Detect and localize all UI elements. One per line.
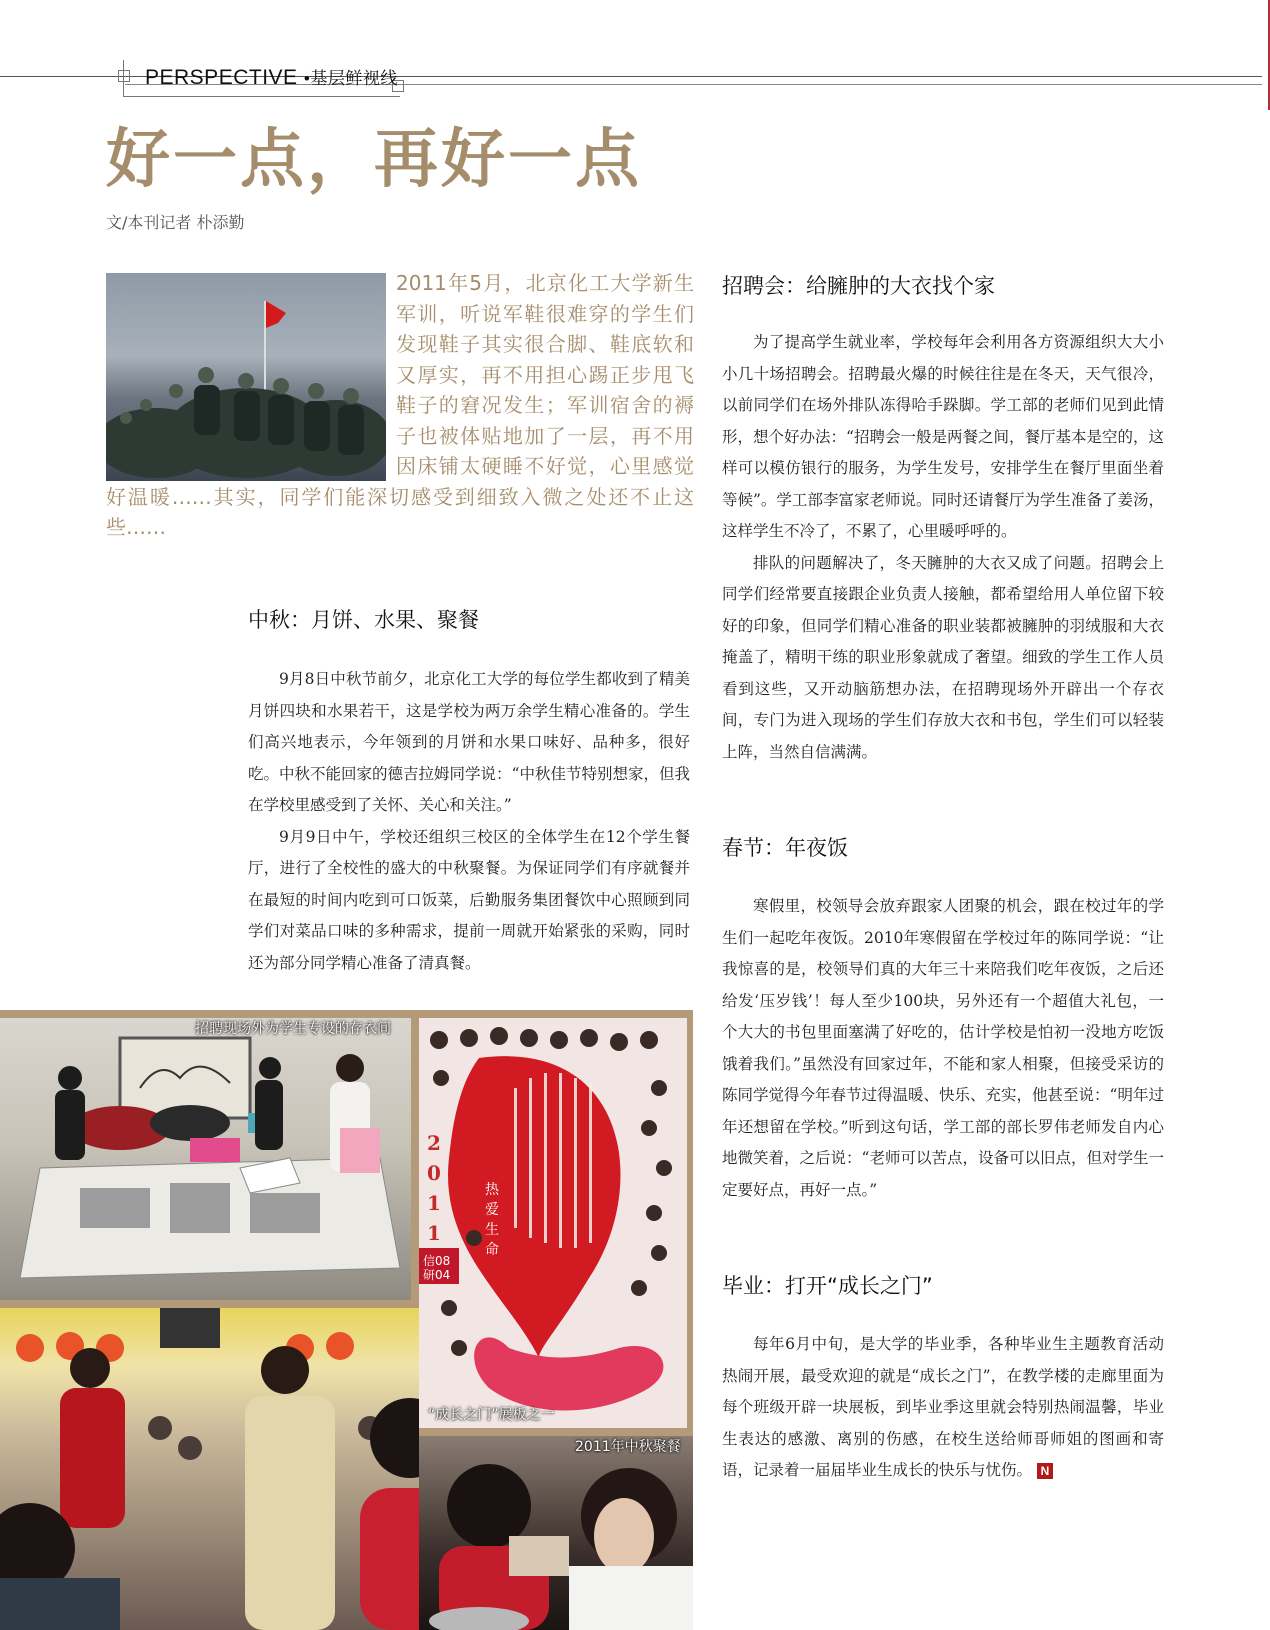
lead-text: 2011年5月，北京化工大学新生军训，听说军鞋很难穿的学生们发现鞋子其实很合脚、鞋底软和又厚实，再不用担心踢正步甩飞鞋子的窘况发生；军训宿舍的褥子也被体贴地加了一层，再不用因床铺太硬睡不好觉，心里感觉好温暖……其实，同学们能深切感受到细致入微之处还不止这些…… [106, 271, 694, 539]
paragraph: 9月9日中午，学校还组织三校区的全体学生在12个学生餐厅，进行了全校性的盛大的中秋聚餐。为保证同学们有序就餐并在最短的时间内吃到可口饭菜，后勤服务集团餐饮中心照顾到同学们对菜品口味的多种需求，提前一周就开始紧张的采购，同时还为部分同学精心准备了清真餐。 [248, 827, 690, 972]
paragraph-text: 每年6月中旬，是大学的毕业季，各种毕业生主题教育活动热闹开展，最受欢迎的就是“成长之门”，在教学楼的走廊里面为每个班级开辟一块展板，到毕业季这里就会特别热闹温馨，毕业生表达的感激、离别的伤感，在校生送给师哥师姐的图画和寄语，记录着一届届毕业生成长的快乐与忧伤。 [722, 1335, 1164, 1479]
growth-door-poster [419, 1018, 687, 1428]
heading-job-fair: 招聘会：给臃肿的大衣找个家 [722, 274, 995, 298]
graduation-body [722, 1329, 1164, 1487]
section-subtitle: •基层鲜视线 [303, 69, 398, 88]
article-lead [106, 268, 694, 543]
paragraph: 为了提高学生就业率，学校每年会利用各方资源组织大大小小几十场招聘会。招聘最火爆的时候往往是在冬天，天气很冷，以前同学们在场外排队冻得哈手跺脚。学工部的老师们见到此情形，想个好办法：“招聘会一般是两餐之间，餐厅基本是空的，这样可以模仿银行的服务，为学生发号，安排学生在餐厅里面坐着等候”。学工部李富家老师说。同时还请餐厅为学生准备了姜汤，这样学生不冷了，不累了，心里暖呼呼的。 [722, 333, 1164, 540]
paragraph: 寒假里，校领导会放弃跟家人团聚的机会，跟在校过年的学生们一起吃年夜饭。2010年寒假留在学校过年的陈同学说：“让我惊喜的是，校领导们真的大年三十来陪我们吃年夜饭，之后还给发‘压岁钱’！每人至少100块，另外还有一个超值大礼包，一个大大的书包里面塞满了好吃的，估计学校是怕初一没地方吃饭饿着我们。”虽然没有回家过年，不能和家人相聚，但接受采访的陈同学觉得今年春节过得温暖、快乐、充实，他甚至说：“明年过年还想留在学校。”听到这句话，学工部的部长罗伟老师发自内心地微笑着，之后说：“老师可以苦点，设备可以旧点，但对学生一定要好点，再好一点。” [722, 897, 1164, 1199]
dinner-caption: 2011年中秋聚餐 [575, 1439, 681, 1455]
poster-year: 2011 [427, 1131, 441, 1245]
paragraph: 9月8日中秋节前夕，北京化工大学的每位学生都收到了精美月饼四块和水果若干，这是学校为两万余学生精心准备的。学生们高兴地表示，今年领到的月饼和水果口味好、品种多，很好吃。中秋不能回家的德吉拉姆同学说：“中秋佳节特别想家，但我在学校里感受到了关怀、关心和关注。” [248, 670, 690, 814]
paragraph: 排队的问题解决了，冬天臃肿的大衣又成了问题。招聘会上同学们经常要直接跟企业负责人接触，都希望给用人单位留下较好的印象，但同学们精心准备的职业装都被臃肿的羽绒服和大衣掩盖了，精明干练的职业形象就成了奢望。细致的学生工作人员看到这些，又开动脑筋想办法，在招聘现场外开辟出一个存衣间，专门为进入现场的学生们存放大衣和书包，学生们可以轻装上阵，当然自信满满。 [722, 553, 1164, 761]
section-name: PERSPECTIVE [145, 66, 298, 89]
coatroom-caption: 招聘现场外为学生专设的存衣间 [195, 1021, 391, 1037]
heading-spring-festival: 春节：年夜饭 [722, 836, 848, 860]
section-tag [145, 64, 398, 90]
spring-festival-body [722, 891, 1164, 1206]
job-fair-body [722, 327, 1164, 768]
midautumn-dinner-photo-right [419, 1436, 693, 1630]
heading-midautumn: 中秋：月饼、水果、聚餐 [248, 608, 479, 632]
growth-door-caption: “成长之门”展板之一 [428, 1407, 555, 1423]
poster-slogan: 热爱生命 [485, 1182, 499, 1258]
end-mark: N [1037, 1463, 1053, 1479]
article-title: 好一点，再好一点 [106, 123, 642, 197]
poster-class-label: 信08 研04 [423, 1254, 451, 1282]
heading-graduation: 毕业：打开“成长之门” [722, 1274, 933, 1298]
article-byline: 文/本刊记者 朴添勤 [106, 213, 245, 232]
midautumn-dinner-photo [0, 1308, 419, 1630]
coatroom-photo [0, 1018, 411, 1300]
header-corner-mark [118, 70, 130, 82]
paragraph [722, 1329, 1164, 1487]
midautumn-body [248, 664, 690, 979]
